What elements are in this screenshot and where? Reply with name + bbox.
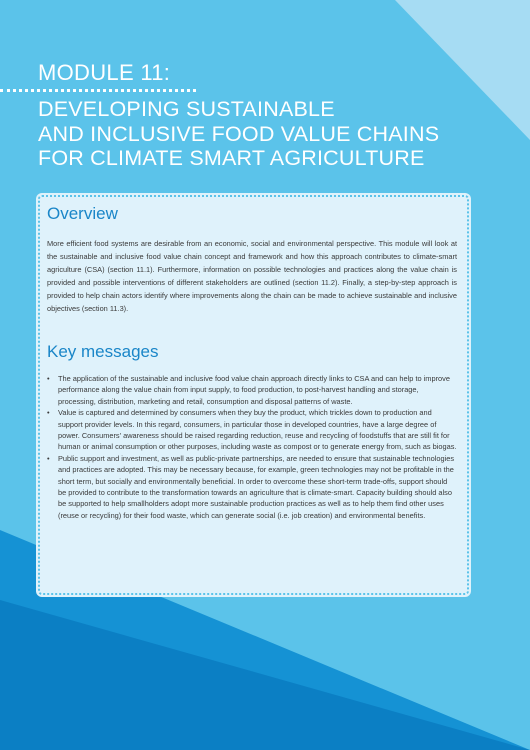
key-message-text: Value is captured and determined by consumers when they buy the product, which trickles down to production and support provider levels. In this regard, consumers, in particular those in developed countries, have a large degree of power. Consumers' awareness should be raised regarding reduction, reuse and recycling of foodstuffs that are still fit for human or animal consumption or other purposes, including waste as compost or to generate energy from, such as biogas. xyxy=(58,408,457,452)
dotted-divider xyxy=(0,89,196,92)
module-title-line: DEVELOPING SUSTAINABLE xyxy=(38,97,335,121)
key-message-item xyxy=(47,453,457,521)
key-message-item xyxy=(47,407,457,453)
key-message-text: Public support and investment, as well as public-private partnerships, are needed to ensure that sustainable technologies and practices are adopted. This may be necessary because, for example, green technologies may not be profitable in the short term, but socially and environmentally beneficial. In order to overcome these short-term trade-offs, support should be provided to contribute to the transformation towards an agriculture that is climate-smart. Capacity building should also be supported to help smallholders adopt more sustainable production practices as well as to help them find other uses (reuse or recycling) for their food waste, which can generate social (i.e. job creation) and environmental benefits. xyxy=(58,453,455,520)
bullet-icon: • xyxy=(47,408,50,418)
key-messages-heading: Key messages xyxy=(47,342,159,361)
bullet-icon: • xyxy=(47,453,50,463)
key-messages-list xyxy=(47,373,457,521)
key-message-item xyxy=(47,373,457,407)
module-title xyxy=(38,97,518,171)
module-label: MODULE 11: xyxy=(38,60,171,85)
module-title-line: FOR CLIMATE SMART AGRICULTURE xyxy=(38,146,425,170)
bullet-icon: • xyxy=(47,374,50,383)
module-title-line: AND INCLUSIVE FOOD VALUE CHAINS xyxy=(38,121,440,146)
overview-paragraph: More efficient food systems are desirable from an economic, social and environmental perspective. This module will look at the sustainable and inclusive food value chain concept and framework and how this approach contributes to climate-smart agriculture (CSA) (section 11.1). Furthermore, information on possible technologies and practices along the value chain is provided and possible interventions of different stakeholders are outlined (section 11.2). Finally, a step-by-step approach is provided to help chain actors identify where improvements along the chain can be made to achieve sustainable and inclusive objectives (section 11.3). xyxy=(47,239,457,313)
overview-heading: Overview xyxy=(47,204,118,223)
key-message-text: The application of the sustainable and inclusive food value chain approach directly links to CSA and can help to improve performance along the value chain from input supply, to food production, to post-harvest handling and storage, processing, distribution, marketing and retail, consumption and disposal patterns of waste. xyxy=(58,374,450,406)
